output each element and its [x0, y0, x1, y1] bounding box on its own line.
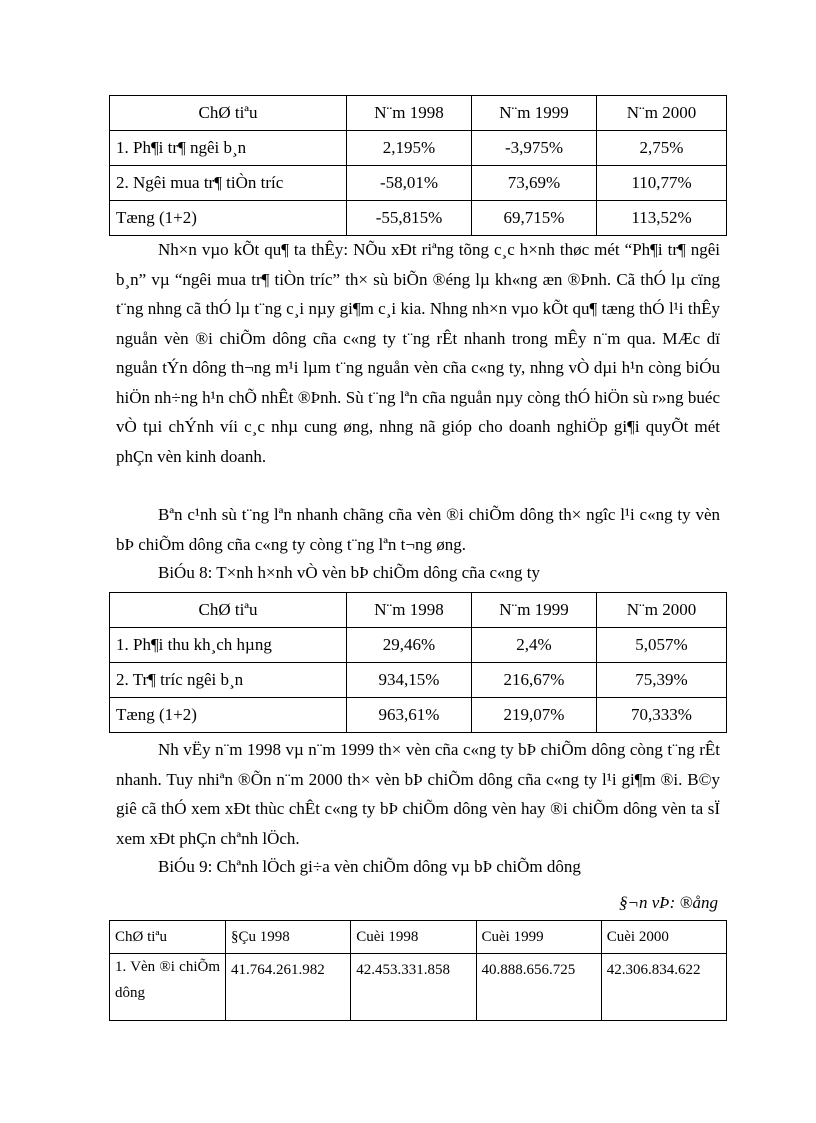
header-cell: N¨m 2000: [597, 96, 727, 131]
table-header-row: [110, 96, 727, 131]
table-cell: 75,39%: [597, 663, 727, 698]
header-cell: Cuèi 2000: [601, 921, 726, 954]
table-cell: 934,15%: [347, 663, 472, 698]
table-header-row: [110, 921, 727, 954]
table-row: [110, 131, 727, 166]
table-row: [110, 954, 727, 1021]
table-caption: BiÓu 8: T×nh h×nh vÒ vèn bÞ chiÕm dông cña c«ng ty: [158, 563, 540, 582]
table-cell: 42.306.834.622: [601, 954, 726, 1021]
table-cell: 69,715%: [472, 201, 597, 236]
table-cell: 40.888.656.725: [476, 954, 601, 1021]
header-cell: Cuèi 1999: [476, 921, 601, 954]
table-cell: 42.453.331.858: [351, 954, 476, 1021]
row-label: 2. Tr¶ tríc ngêi b¸n: [110, 663, 347, 698]
row-label: 1. Vèn ®i chiÕm dông: [110, 954, 226, 1021]
table-cell: 2,195%: [347, 131, 472, 166]
header-cell: ChØ tiªu: [110, 593, 347, 628]
table-row: [110, 201, 727, 236]
paragraph: Bªn c¹nh sù t¨ng lªn nhanh chãng cña vèn ®i chiÕm dông th× ngîc l¹i c«ng ty vèn bÞ chiÕm dông cña c«ng ty còng t¨ng lªn t¬ng øng.: [116, 505, 720, 554]
header-cell: N¨m 1999: [472, 96, 597, 131]
header-cell: §Çu 1998: [226, 921, 351, 954]
table-cell: 70,333%: [597, 698, 727, 733]
table-cell: 963,61%: [347, 698, 472, 733]
header-cell: ChØ tiªu: [110, 921, 226, 954]
row-label: Tæng (1+2): [110, 201, 347, 236]
table-cell: 2,75%: [597, 131, 727, 166]
table-cell: 29,46%: [347, 628, 472, 663]
header-cell: N¨m 1998: [347, 593, 472, 628]
paragraph: Nh×n vµo kÕt qu¶ ta thÊy: NÕu xÐt riªng tõng c¸c h×nh thøc mét “Ph¶i tr¶ ngêi b¸n” vµ “ngêi mua tr¶ tiÒn tríc” th× sù biÕn ®éng lµ kh«ng æn ®Þnh. Cã thÓ lµ cïng t¨ng nhng cã thÓ lµ t¨ng c¸i nµy gi¶m c¸i kia. Nhng nh×n vµo kÕt qu¶ tæng thÓ l¹i thÊy nguån vèn ®i chiÕm dông cña c«ng ty t¨ng rÊt nhanh trong mÊy n¨m qua. MÆc dï nguån tÝn dông th¬ng m¹i lµm t¨ng nguån vèn cña c«ng ty, nhng vÒ dµi h¹n còng biÓu hiÖn nh÷ng h¹n chÕ nhÊt ®Þnh. Sù t¨ng lªn cña nguån nµy còng thÓ hiÖn sù r»ng buéc vÒ tµi chÝnh víi c¸c nhµ cung øng, nhng nã gióp cho doanh nghiÖp gi¶i quyÕt mét phÇn vèn kinh doanh.: [116, 240, 720, 466]
header-cell: Cuèi 1998: [351, 921, 476, 954]
table-header-row: [110, 593, 727, 628]
table-cell: 219,07%: [472, 698, 597, 733]
table-tinh-hinh-von-di-chiem-dung: [109, 95, 727, 236]
header-cell: N¨m 1999: [472, 593, 597, 628]
table-cell: -58,01%: [347, 166, 472, 201]
table-cell: 110,77%: [597, 166, 727, 201]
table-chenh-lech-von: [109, 920, 727, 1021]
table-row: [110, 698, 727, 733]
row-label: 1. Ph¶i tr¶ ngêi b¸n: [110, 131, 347, 166]
table-cell: -3,975%: [472, 131, 597, 166]
table-cell: 41.764.261.982: [226, 954, 351, 1021]
table-cell: 216,67%: [472, 663, 597, 698]
header-cell: N¨m 1998: [347, 96, 472, 131]
table-row: [110, 663, 727, 698]
unit-label: §¬n vÞ: ®ång: [619, 893, 718, 912]
table-row: [110, 628, 727, 663]
paragraph: Nh vËy n¨m 1998 vµ n¨m 1999 th× vèn cña c«ng ty bÞ chiÕm dông còng t¨ng rÊt nhanh. Tuy nhiªn ®Õn n¨m 2000 th× vèn bÞ chiÕm dông cña c«ng ty l¹i gi¶m ®i. B©y giê cã thÓ xem xÐt thùc chÊt c«ng ty bÞ chiÕm dông vèn hay ®i chiÕm dông vèn ta sÏ xem xÐt phÇn chªnh lÖch.: [116, 740, 720, 848]
table-cell: 73,69%: [472, 166, 597, 201]
row-label: 2. Ngêi mua tr¶ tiÒn tríc: [110, 166, 347, 201]
table-cell: 113,52%: [597, 201, 727, 236]
table-cell: -55,815%: [347, 201, 472, 236]
table-caption: BiÓu 9: Chªnh lÖch gi÷a vèn chiÕm dông vµ bÞ chiÕm dông: [158, 857, 581, 876]
table-cell: 2,4%: [472, 628, 597, 663]
table-cell: 5,057%: [597, 628, 727, 663]
header-cell: N¨m 2000: [597, 593, 727, 628]
row-label: 1. Ph¶i thu kh¸ch hµng: [110, 628, 347, 663]
table-row: [110, 166, 727, 201]
row-label: Tæng (1+2): [110, 698, 347, 733]
table-von-bi-chiem-dung: [109, 592, 727, 733]
header-cell: ChØ tiªu: [110, 96, 347, 131]
